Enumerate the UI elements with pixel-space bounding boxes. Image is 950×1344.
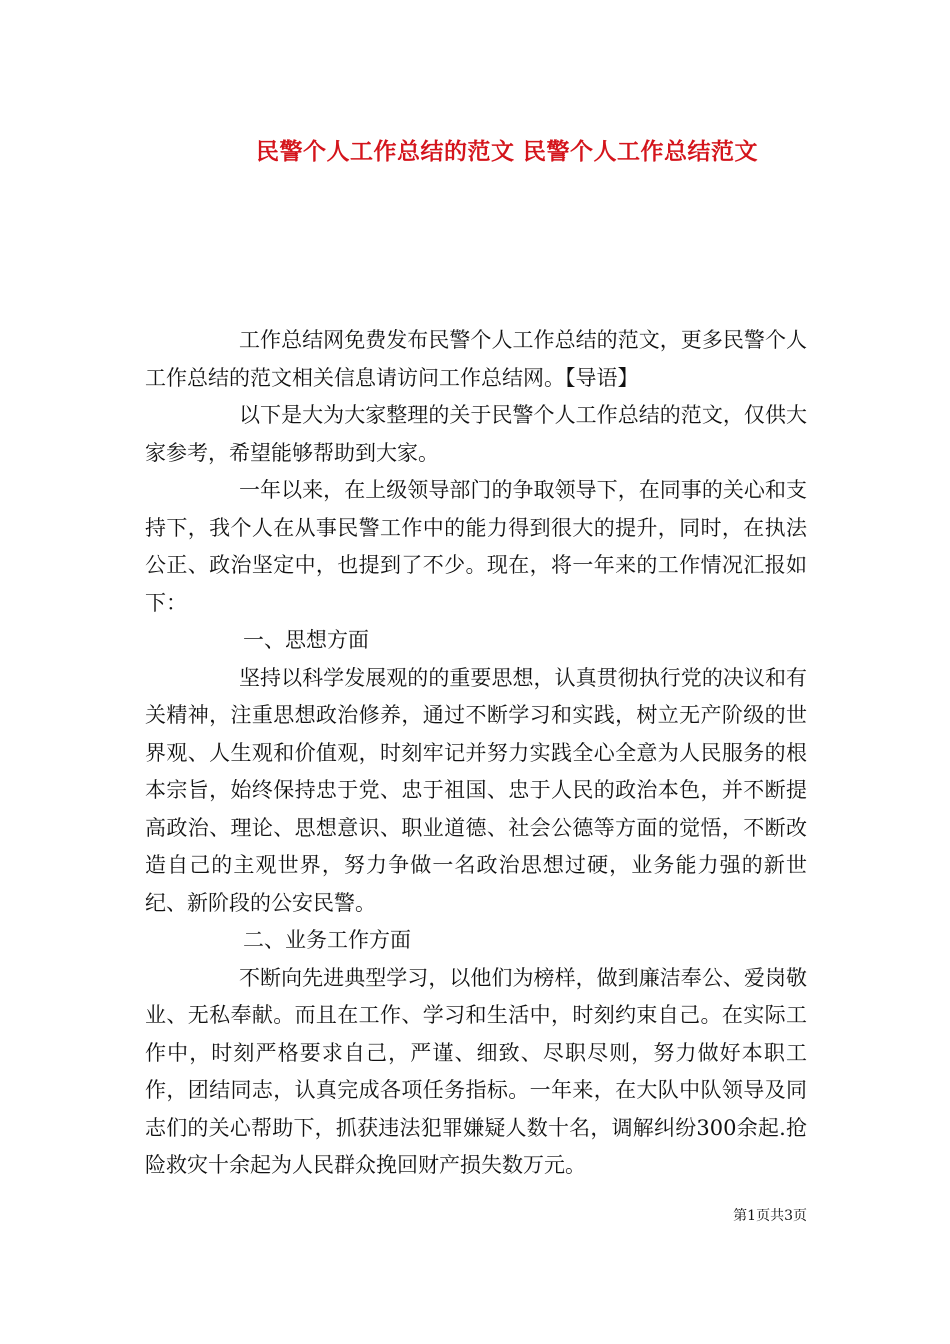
document-body [145,322,807,1185]
paragraph-overview: 一年以来，在上级领导部门的争取领导下，在同事的关心和支持下，我个人在从事民警工作中的能力得到很大的提升，同时，在执法公正、政治坚定中，也提到了不少。现在，将一年来的工作情况汇报如下： [145,478,807,615]
page-number: 第1页共3页 [733,1208,807,1224]
paragraph-work: 不断向先进典型学习，以他们为榜样，做到廉洁奉公、爱岗敬业、无私奉献。而且在工作、学习和生活中，时刻约束自己。在实际工作中，时刻严格要求自己，严谨、细致、尽职尽则，努力做好本职工作，团结同志，认真完成各项任务指标。一年来，在大队中队领导及同志们的关心帮助下，抓获违法犯罪嫌疑人数十名，调解纠纷300余起.抢险救灾十余起为人民群众挽回财产损失数万元。 [145,965,807,1177]
section-heading-work: 二、业务工作方面 [243,928,411,952]
paragraph-ideology: 坚持以科学发展观的的重要思想，认真贯彻执行党的决议和有关精神，注重思想政治修养，通过不断学习和实践，树立无产阶级的世界观、人生观和价值观，时刻牢记并努力实践全心全意为人民服务的根本宗旨，始终保持忠于党、忠于祖国、忠于人民的政治本色，并不断提高政治、理论、思想意识、职业道德、社会公德等方面的觉悟，不断改造自己的主观世界，努力争做一名政治思想过硬，业务能力强的新世纪、新阶段的公安民警。 [145,665,807,915]
paragraph-intro: 工作总结网免费发布民警个人工作总结的范文，更多民警个人工作总结的范文相关信息请访问工作总结网。【导语】 [145,328,807,390]
section-heading-ideology: 一、思想方面 [243,628,369,652]
document-title: 民警个人工作总结的范文 民警个人工作总结范文 [255,138,758,165]
paragraph-preface: 以下是大为大家整理的关于民警个人工作总结的范文，仅供大家参考，希望能够帮助到大家。 [145,403,807,465]
